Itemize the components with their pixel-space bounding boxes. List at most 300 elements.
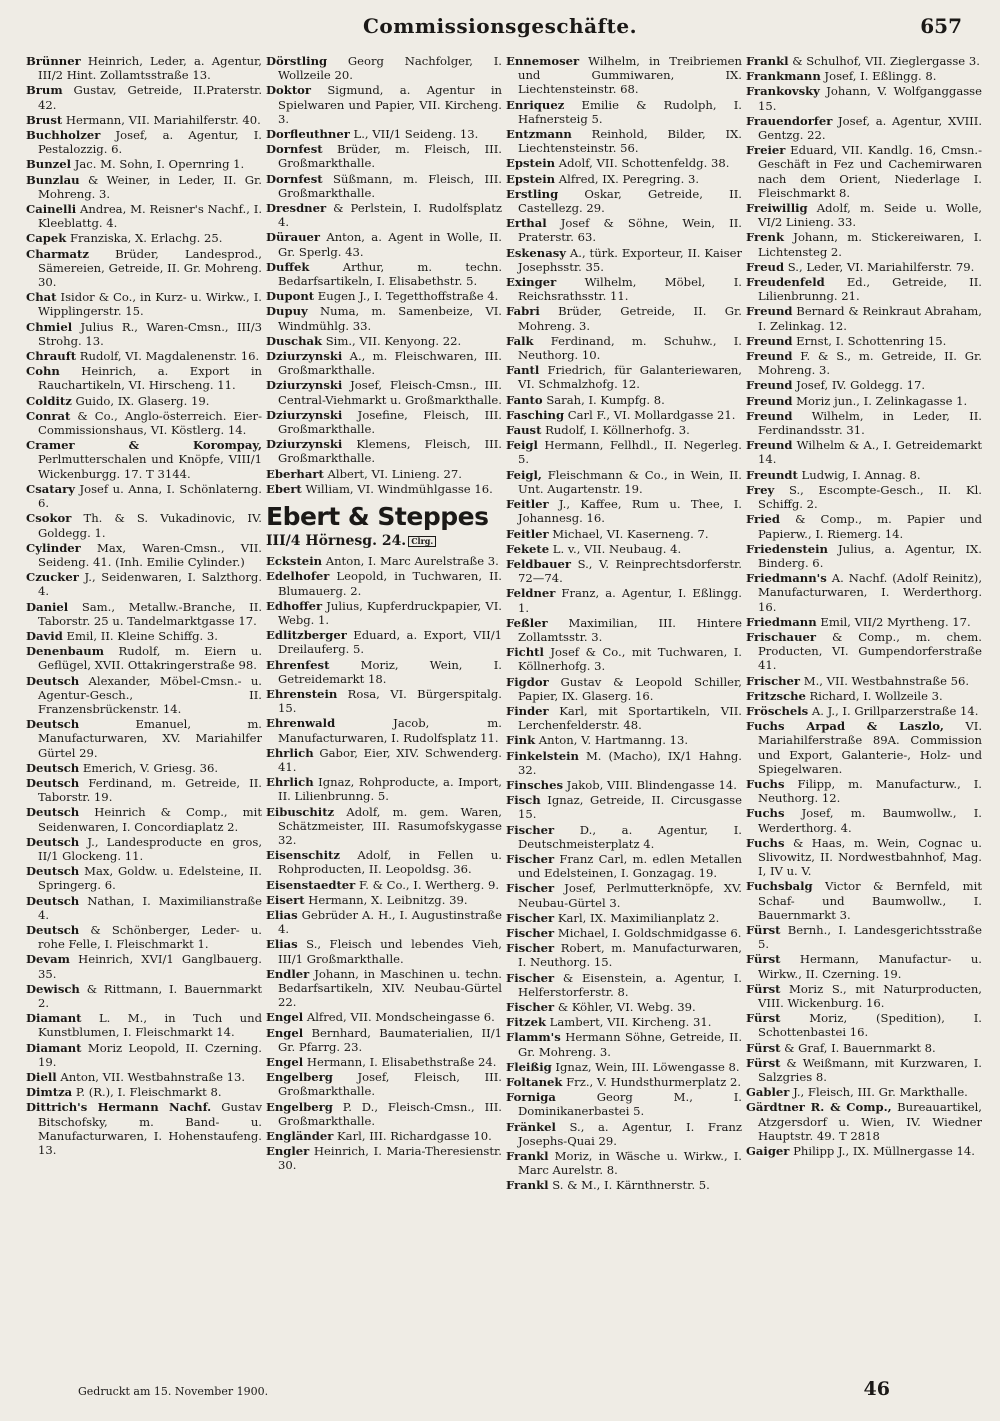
firm-name: Falk [506,333,534,348]
firm-details: Josef, Perlmutterknöpfe, XV. Neubau-Gürtel 3. [518,881,742,910]
firm-name: Charmatz [26,246,89,261]
directory-entry [26,952,262,980]
directory-entry [26,835,262,863]
firm-name: Dimtza [26,1085,73,1100]
firm-name: Fürst [746,952,781,967]
directory-entry [266,482,502,496]
firm-name: Fantl [506,363,540,378]
firm-name: Colditz [26,393,72,408]
directory-entry [26,1011,262,1039]
firm-name: Dresdner [266,201,327,216]
firm-name: Freudenfeld [746,275,825,290]
firm-name: Edlitzberger [266,628,347,643]
directory-entry [506,793,742,821]
directory-entry [746,468,982,482]
firm-name: Buchholzer [26,128,101,143]
directory-entry [26,805,262,833]
firm-name: Freund [746,393,793,408]
firm-details: & Schönberger, Leder- u. rohe Felle, I. Fleischmarkt 1. [38,922,262,952]
directory-entry [506,1090,742,1118]
directory-entry [506,468,742,496]
directory-entry [506,1178,742,1192]
firm-name: Freund [746,408,793,423]
firm-name: Bunzel [26,157,72,172]
firm-name: Freiwillig [746,201,808,216]
firm-name: Bunzlau [26,172,80,187]
firm-details: A. Nachf. (Adolf Reinitz), Manufacturwaren, I. Werderthorg. 16. [758,571,982,614]
directory-entry [506,586,742,614]
firm-name: Fuchsbalg [746,879,813,894]
directory-entry [26,247,262,290]
firm-details: Ignaz, Rohproducte, a. Import, II. Lilienbrunng. 5. [278,775,502,804]
firm-details: Bernard & Reinkraut Abraham, I. Zelinkag. 12. [758,304,982,333]
directory-entry [266,467,502,481]
directory-entry [746,201,982,229]
directory-entry [746,1041,982,1055]
directory-entry [266,569,502,597]
directory-entry [26,320,262,348]
firm-name: Engel [266,1010,304,1025]
firm-name: Eisenschitz [266,848,340,863]
firm-details: Emerich, V. Griesg. 36. [79,760,219,775]
firm-name: Deutsch [26,717,80,732]
firm-details: & Comp., m. Papier und Papierw., I. Riemerg. 14. [758,512,982,541]
directory-entry [26,1041,262,1069]
firm-details: J., Landesproducte en gros, II/1 Glockeng. 11. [38,834,262,863]
directory-entry [266,408,502,436]
firm-details: Perlmutterschalen und Knöpfe, VIII/1 Wickenburgg. 17. T 3144. [38,452,262,481]
directory-entry [506,823,742,851]
firm-details: P. (R.), I. Fleischmarkt 8. [72,1085,222,1100]
directory-entry [506,557,742,585]
directory-entry [746,836,982,879]
firm-details: Emil, II. Kleine Schiffg. 3. [62,628,218,643]
firm-details: Anton, a. Agent in Wolle, II. Gr. Sperlg. 43. [278,230,502,259]
firm-details: Brüder, m. Fleisch, III. Großmarkthalle. [278,142,502,171]
firm-name: Fisch [506,793,541,808]
firm-details: Bernhard, Baumaterialien, II/1 Gr. Pfarrg. 23. [278,1025,502,1054]
firm-name: Fürst [746,922,781,937]
directory-entry [746,1085,982,1099]
firm-details: Rudolf, VI. Magdalenenstr. 16. [76,349,260,364]
directory-entry [506,438,742,466]
directory-entry [266,1129,502,1143]
firm-details: & Co., Anglo-österreich. Eier-Commissionshaus, VI. Köstlerg. 14. [38,408,262,438]
firm-name: Dörstling [266,54,328,68]
firm-name: Fuchs [746,776,785,791]
firm-details: L. M., in Tuch und Kunstblumen, I. Fleischmarkt 14. [38,1011,262,1040]
firm-name: Diamant [26,1040,82,1055]
firm-details: Julius R., Waren-Cmsn., III/3 Strohg. 13. [38,319,262,348]
directory-entry [746,114,982,142]
directory-entry [506,1060,742,1074]
directory-entry [746,1144,982,1158]
directory-entry [506,852,742,880]
firm-details: Eduard, a. Export, VII/1 Dreilauferg. 5. [278,628,502,657]
directory-entry [746,879,982,922]
firm-name: Cramer & Korompay, [26,438,262,453]
directory-entry [746,378,982,392]
firm-name: Feigl, [506,467,542,482]
firm-details: Gabor, Eier, XIV. Schwenderg. 41. [278,745,502,774]
directory-entry [746,275,982,303]
firm-details: Emil, VII/2 Myrtheng. 17. [816,614,971,629]
firm-details: P. D., Fleisch-Cmsn., III. Großmarkthalle. [278,1099,502,1128]
firm-name: Frankl [506,1178,549,1193]
firm-details: Hermann, I. Elisabethstraße 24. [303,1055,497,1069]
firm-name: Dittrich's Hermann Nachf. [26,1100,212,1115]
firm-name: Fischer [506,970,555,985]
firm-details: & Perlstein, I. Rudolfsplatz 4. [278,201,502,230]
firm-name: Conrat [26,408,71,423]
firm-name: Fischer [506,1000,555,1014]
firm-name: Forniga [506,1090,556,1105]
firm-details: Josef & Söhne, Wein, II. Praterstr. 63. [518,216,742,245]
directory-entry [26,674,262,717]
firm-details: Sigmund, a. Agentur in Spielwaren und Papier, VII. Kircheng. 3. [278,83,502,126]
firm-name: Gärdtner R. & Comp., [746,1100,892,1115]
directory-entry [506,304,742,332]
firm-details: Adolf, in Fellen u. Rohproducten, II. Leopoldsg. 36. [278,848,502,877]
directory-entry [266,599,502,627]
directory-entry [506,1120,742,1148]
firm-name: Ehrlich [266,745,314,760]
firm-name: Frankl [746,54,789,68]
directory-entry [506,911,742,925]
firm-name: Duffek [266,259,310,274]
firm-name: Engländer [266,1129,334,1144]
page-title: Commissionsgeschäfte. [362,14,638,38]
firm-details: Max, Waren-Cmsn., VII. Seideng. 41. (Inh. Emilie Cylinder.) [38,540,262,569]
firm-name: Elias [266,937,298,952]
firm-name: Edelhofer [266,569,330,584]
firm-details: Robert, m. Manufacturwaren, I. Neuthorg. 15. [518,941,742,970]
directory-entry [746,1100,982,1143]
signature-mark: 46 [863,1378,890,1400]
directory-entry [506,408,742,422]
firm-name: Frankmann [746,69,821,84]
firm-details: Fleischmann & Co., in Wein, II. Unt. Augartenstr. 19. [518,467,742,496]
firm-name: Frauendorfer [746,113,833,128]
firm-details: Johann, V. Wolfganggasse 15. [758,84,982,113]
firm-details: & Rittmann, I. Bauernmarkt 2. [38,981,262,1010]
firm-details: Josef & Co., mit Tuchwaren, I. Köllnerhofg. 3. [518,645,742,674]
directory-entry [26,894,262,922]
firm-details: Wilhelm, in Treibriemen und Gummiwaren, IX. Liechtensteinstr. 68. [518,54,742,97]
firm-name: Finsches [506,777,563,792]
directory-entry [266,908,502,936]
firm-name: Elias [266,907,298,922]
firm-name: Entzmann [506,127,572,142]
firm-details: Julius, a. Agentur, IX. Binderg. 6. [758,541,982,570]
firm-name: Fürst [746,1055,781,1070]
firm-details: Ignaz, Wein, III. Löwengasse 8. [551,1059,740,1074]
directory-entry [266,201,502,229]
firm-name: Fischer [506,925,555,940]
advertisement-block [266,502,502,550]
directory-entry [266,54,502,82]
firm-name: Dziurzynski [266,378,343,393]
firm-details: Moriz, Wein, I. Getreidemarkt 18. [278,657,502,686]
directory-entry [506,645,742,673]
firm-name: Friedmann's [746,571,827,586]
firm-name: Exinger [506,275,557,290]
firm-name: Fekete [506,541,550,556]
firm-name: Fritzsche [746,688,806,703]
firm-name: Edhoffer [266,598,323,613]
firm-name: Fried [746,512,781,527]
firm-details: Josef, I. Eßlingg. 8. [820,69,937,84]
firm-details: Albert, VI. Linieng. 27. [323,466,462,481]
directory-entry [26,202,262,230]
firm-details: Friedrich, für Galanteriewaren, VI. Schmalzhofg. 12. [518,363,742,392]
firm-details: Nathan, I. Maximilianstraße 4. [38,893,262,922]
firm-details: Georg Nachfolger, I. Wollzeile 20. [278,54,502,83]
directory-entry [26,83,262,111]
directory-entry [506,542,742,556]
directory-entry [26,923,262,951]
firm-details: Philipp J., IX. Müllnergasse 14. [789,1144,975,1159]
firm-details: Hermann, Manufactur- u. Wirkw., II. Czerning. 19. [758,952,982,981]
firm-name: Chmiel [26,319,73,334]
firm-details: William, VI. Windmühlgasse 16. [301,481,493,496]
directory-columns [26,54,982,1374]
firm-name: Dziurzynski [266,407,343,422]
directory-entry [26,409,262,437]
firm-details: Süßmann, m. Fleisch, III. Großmarkthalle. [278,171,502,200]
firm-details: Ignaz, Getreide, II. Circusgasse 15. [518,793,742,822]
firm-details: Max, Goldw. u. Edelsteine, II. Springerg. 6. [38,864,262,893]
firm-name: Gaiger [746,1144,790,1159]
firm-name: Freud [746,259,785,274]
directory-entry [266,260,502,288]
directory-entry [506,1030,742,1058]
firm-details: Josef u. Anna, I. Schönlaterng. 6. [38,481,262,511]
firm-details: Franziska, X. Erlachg. 25. [66,231,223,246]
firm-name: Fürst [746,981,781,996]
firm-details: Adolf, VII. Schottenfeldg. 38. [555,156,730,171]
directory-entry [506,926,742,940]
directory-entry [266,878,502,892]
firm-name: Devam [26,952,70,967]
directory-entry [26,290,262,318]
firm-name: Frey [746,482,775,497]
firm-name: Duschak [266,333,323,348]
directory-entry [506,704,742,732]
directory-entry [266,334,502,348]
firm-details: Josefine, Fleisch, III. Großmarkthalle. [278,407,502,437]
firm-name: Endler [266,966,310,981]
firm-details: Brüder, Landesprod., Sämereien, Getreide, II. Gr. Mohreng. 30. [38,246,262,290]
directory-entry [26,1085,262,1099]
firm-details: Hermann, X. Leibnitzg. 39. [304,892,468,907]
firm-name: Eisenstaedter [266,877,356,892]
firm-name: Brünner [26,54,81,68]
firm-name: Dupont [266,289,315,304]
directory-entry [506,54,742,97]
firm-details: Moriz Leopold, II. Czerning. 19. [38,1040,262,1069]
firm-name: Epstein [506,171,556,186]
firm-name: Finkelstein [506,748,579,763]
directory-entry [506,971,742,999]
firm-details: Rudolf, m. Eiern u. Geflügel, XVII. Ottakringerstraße 98. [38,644,262,673]
firm-name: Deutsch [26,805,80,820]
firm-details: A., m. Fleischwaren, III. Großmarkthalle. [278,349,502,378]
firm-name: Freund [746,349,793,364]
firm-name: Denenbaum [26,644,104,659]
directory-entry [506,187,742,215]
firm-name: Feldner [506,586,556,601]
firm-name: Eisert [266,892,305,907]
directory-entry [746,704,982,718]
firm-details: & Graf, I. Bauernmarkt 8. [780,1040,936,1055]
firm-name: Feigl [506,438,538,453]
firm-details: Michael, VI. Kaserneng. 7. [548,526,709,541]
firm-name: Chrauft [26,349,77,364]
firm-name: Diamant [26,1011,82,1026]
directory-entry [266,1010,502,1024]
directory-entry [26,54,262,82]
firm-name: Deutsch [26,673,80,688]
directory-entry [506,172,742,186]
firm-details: Alfred, IX. Peregring. 3. [555,171,700,186]
firm-details: Gustav Bitschofsky, m. Band- u. Manufacturwaren, I. Hohenstaufeng. 13. [38,1100,262,1158]
firm-name: Daniel [26,599,69,614]
firm-name: David [26,628,63,643]
directory-entry [746,483,982,511]
firm-name: Feitler [506,497,549,512]
directory-entry [746,84,982,112]
firm-name: Engelberg [266,1070,333,1085]
print-date-note: Gedruckt am 15. November 1900. [78,1385,269,1398]
firm-details: Alexander, Möbel-Cmsn.- u. Agentur-Gesch., II. Franzensbrückenstr. 14. [38,673,262,716]
firm-details: M., VII. Westbahnstraße 56. [800,673,970,688]
directory-entry [26,541,262,569]
directory-entry [506,1000,742,1014]
firm-details: Arthur, m. techn. Bedarfsartikeln, I. Elisabethstr. 5. [278,259,502,289]
firm-details: Th. & S. Vukadinovic, IV. Goldegg. 1. [38,511,262,540]
directory-entry [746,674,982,688]
directory-entry [26,511,262,539]
firm-name: Ehrenstein [266,686,338,701]
firm-details: S., Fleisch und lebendes Vieh, III/1 Großmarkthalle. [278,937,502,966]
firm-name: Epstein [506,156,556,171]
directory-entry [266,127,502,141]
firm-details: Brüder, Getreide, II. Gr. Mohreng. 3. [518,304,742,333]
firm-name: Frankovsky [746,84,820,99]
directory-entry [506,616,742,644]
firm-details: Emanuel, m. Manufacturwaren, XV. Mariahilfer Gürtel 29. [38,717,262,760]
firm-details: Karl, mit Sportartikeln, VII. Lerchenfelderstr. 48. [518,703,742,733]
directory-entry [746,1011,982,1039]
firm-details: Karl, III. Richardgasse 10. [333,1129,492,1144]
firm-details: Johann, in Maschinen u. techn. Bedarfsartikeln, XIV. Neubau-Gürtel 22. [278,966,502,1010]
firm-details: Emilie & Rudolph, I. Hafnersteig 5. [518,97,742,126]
firm-name: Fanto [506,392,543,407]
firm-name: Friedmann [746,614,817,629]
firm-name: Fuchs [746,806,785,821]
firm-name: Capek [26,231,67,246]
firm-details: Guido, IX. Glaserg. 19. [71,393,210,408]
firm-details: Franz Carl, m. edlen Metallen und Edelsteinen, I. Gonzagag. 19. [518,851,742,881]
firm-details: Anton, VII. Westbahnstraße 13. [56,1070,246,1085]
firm-details: Ferdinand, m. Getreide, II. Taborstr. 19. [38,775,262,805]
firm-details: A. J., I. Grillparzerstraße 14. [808,703,979,718]
directory-entry [266,658,502,686]
firm-name: Cainelli [26,202,77,217]
firm-name: Finder [506,703,549,718]
firm-details: Josef, IV. Goldegg. 17. [792,378,926,393]
firm-name: Fuchs [746,835,785,850]
firm-details: Bureauartikel, Atzgersdorf u. Wien, IV. Wiedner Hauptstr. 49. T 2818 [758,1100,982,1143]
directory-entry [746,409,982,437]
firm-name: Czucker [26,570,79,585]
directory-entry [266,1144,502,1172]
directory-entry [26,482,262,510]
firm-name: Dürauer [266,230,321,245]
directory-entry [746,982,982,1010]
directory-entry [746,542,982,570]
directory-entry [26,438,262,481]
firm-name: Cylinder [26,540,81,555]
firm-name: Eskenasy [506,245,566,260]
firm-details: S., Escompte-Gesch., II. Kl. Schiffg. 2. [758,482,982,512]
firm-name: Csatary [26,481,75,496]
directory-entry [506,1075,742,1089]
firm-name: Fröschels [746,703,809,718]
directory-entry [266,1055,502,1069]
directory-entry [26,776,262,804]
directory-entry [746,777,982,805]
firm-name: Gabler [746,1085,790,1100]
directory-entry [266,1070,502,1098]
firm-name: Deutsch [26,893,80,908]
ad-address-text: III/4 Hörnesg. 24. [266,533,407,550]
directory-entry [26,173,262,201]
firm-name: Chat [26,290,57,305]
firm-details: Josef, Fleisch-Cmsn., III. Central-Viehmarkt u. Großmarkthalle. [278,378,502,407]
directory-entry [266,230,502,258]
firm-details: Klemens, Fleisch, III. Großmarkthalle. [278,437,502,466]
firm-details: Moriz jun., I. Zelinkagasse 1. [792,393,968,408]
directory-entry [266,716,502,744]
firm-details: & Weißmann, mit Kurzwaren, I. Salzgries 8. [758,1055,982,1085]
firm-details: Heinrich, XVI/1 Ganglbauerg. 35. [38,952,262,981]
directory-entry [506,1015,742,1029]
firm-details: Josef, a. Agentur, XVIII. Gentzg. 22. [758,113,982,143]
firm-details: Carl F., VI. Mollardgasse 21. [564,407,736,422]
firm-name: Engel [266,1055,304,1069]
firm-name: Foltanek [506,1075,563,1090]
directory-entry [506,527,742,541]
directory-entry [266,554,502,568]
firm-name: Feitler [506,526,549,541]
directory-entry [26,231,262,245]
firm-name: Frankl [506,1149,549,1164]
firm-details: Alfred, VII. Mondscheingasse 6. [303,1010,495,1025]
firm-details: Heinrich, a. Export in Rauchartikeln, VI. Hirscheng. 11. [38,364,262,393]
firm-name: Fitzek [506,1015,546,1030]
directory-entry [266,687,502,715]
firm-details: J., Seidenwaren, I. Salzthorg. 4. [38,570,262,599]
directory-entry [746,923,982,951]
directory-entry [506,127,742,155]
directory-entry [266,967,502,1010]
firm-details: Oskar, Getreide, II. Castellezg. 29. [518,186,742,216]
firm-details: & Haas, m. Wein, Cognac u. Slivowitz, II. Nordwestbahnhof, Mag. I, IV u. V. [758,835,982,879]
firm-name: Frischer [746,673,801,688]
directory-entry [746,304,982,332]
